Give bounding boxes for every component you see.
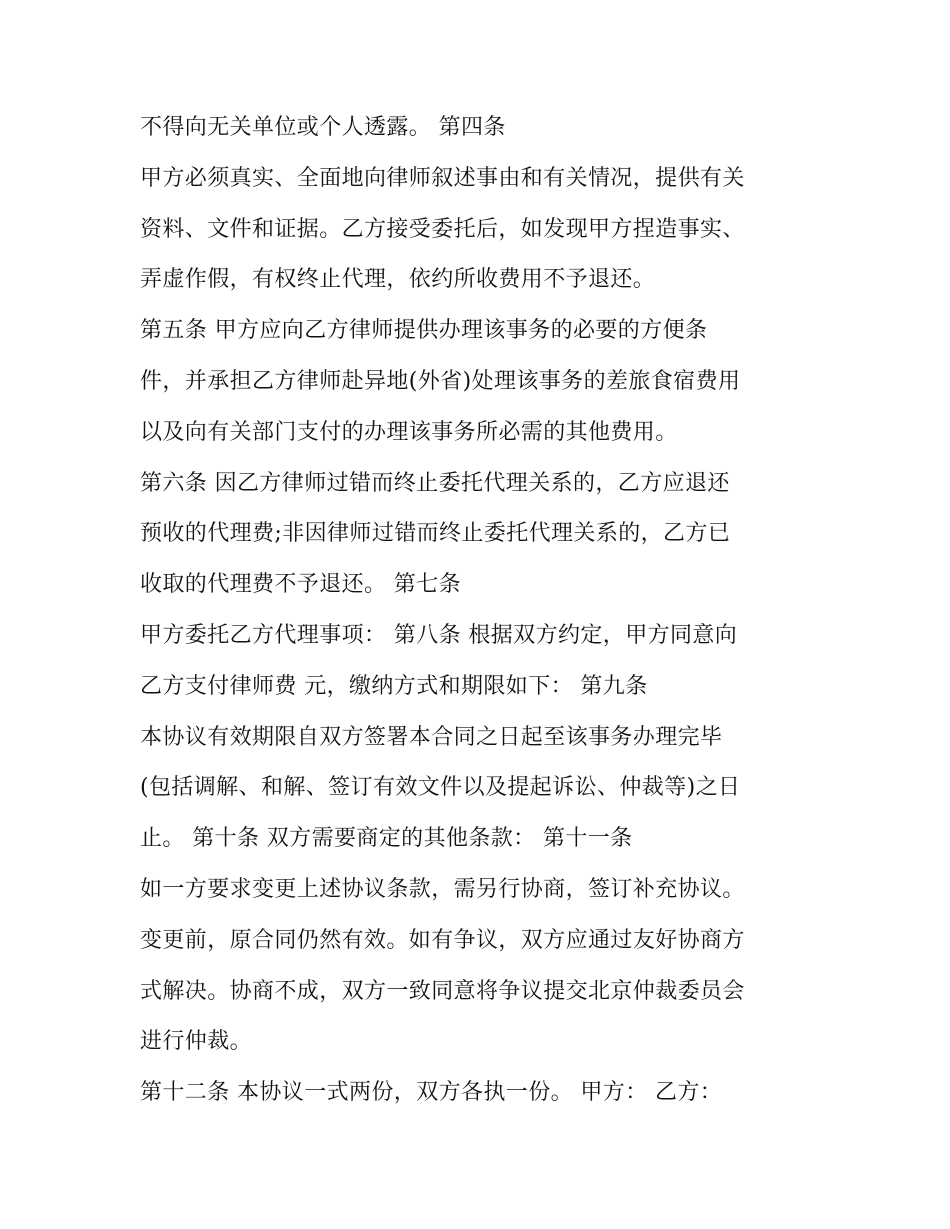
text-line: 件，并承担乙方律师赴异地(外省)处理该事务的差旅食宿费用 bbox=[140, 368, 741, 394]
text-line: 以及向有关部门支付的办理该事务所必需的其他费用。 bbox=[140, 419, 678, 445]
text-line: (包括调解、和解、签订有效文件以及提起诉讼、仲裁等)之日 bbox=[140, 775, 741, 801]
text-line: 乙方支付律师费 元，缴纳方式和期限如下： 第九条 bbox=[140, 673, 648, 699]
text-line: 变更前，原合同仍然有效。如有争议，双方应通过友好协商方 bbox=[140, 927, 745, 953]
text-line: 第十二条 本协议一式两份，双方各执一份。 甲方： 乙方： bbox=[140, 1080, 723, 1106]
text-line: 第六条 因乙方律师过错而终止委托代理关系的，乙方应退还 bbox=[140, 470, 730, 496]
text-line: 止。 第十条 双方需要商定的其他条款： 第十一条 bbox=[140, 826, 633, 852]
text-line: 本协议有效期限自双方签署本合同之日起至该事务办理完毕 bbox=[140, 724, 723, 750]
text-line: 如一方要求变更上述协议条款，需另行协商，签订补充协议。 bbox=[140, 876, 745, 902]
text-line: 弄虚作假，有权终止代理，依约所收费用不予退还。 bbox=[140, 267, 656, 293]
text-line: 资料、文件和证据。乙方接受委托后，如发现甲方捏造事实、 bbox=[140, 216, 745, 242]
text-line: 甲方必须真实、全面地向律师叙述事由和有关情况，提供有关 bbox=[140, 165, 745, 191]
contract-text bbox=[140, 106, 840, 1122]
text-line: 式解决。协商不成，双方一致同意将争议提交北京仲裁委员会 bbox=[140, 978, 745, 1004]
text-line: 收取的代理费不予退还。 第七条 bbox=[140, 572, 461, 598]
text-line: 预收的代理费;非因律师过错而终止委托代理关系的，乙方已 bbox=[140, 521, 731, 547]
text-line: 第五条 甲方应向乙方律师提供办理该事务的必要的方便条 bbox=[140, 318, 708, 344]
text-line: 进行仲裁。 bbox=[140, 1029, 253, 1055]
text-line: 不得向无关单位或个人透露。 第四条 bbox=[140, 115, 506, 140]
text-line: 甲方委托乙方代理事项： 第八条 根据双方约定，甲方同意向 bbox=[140, 622, 738, 648]
